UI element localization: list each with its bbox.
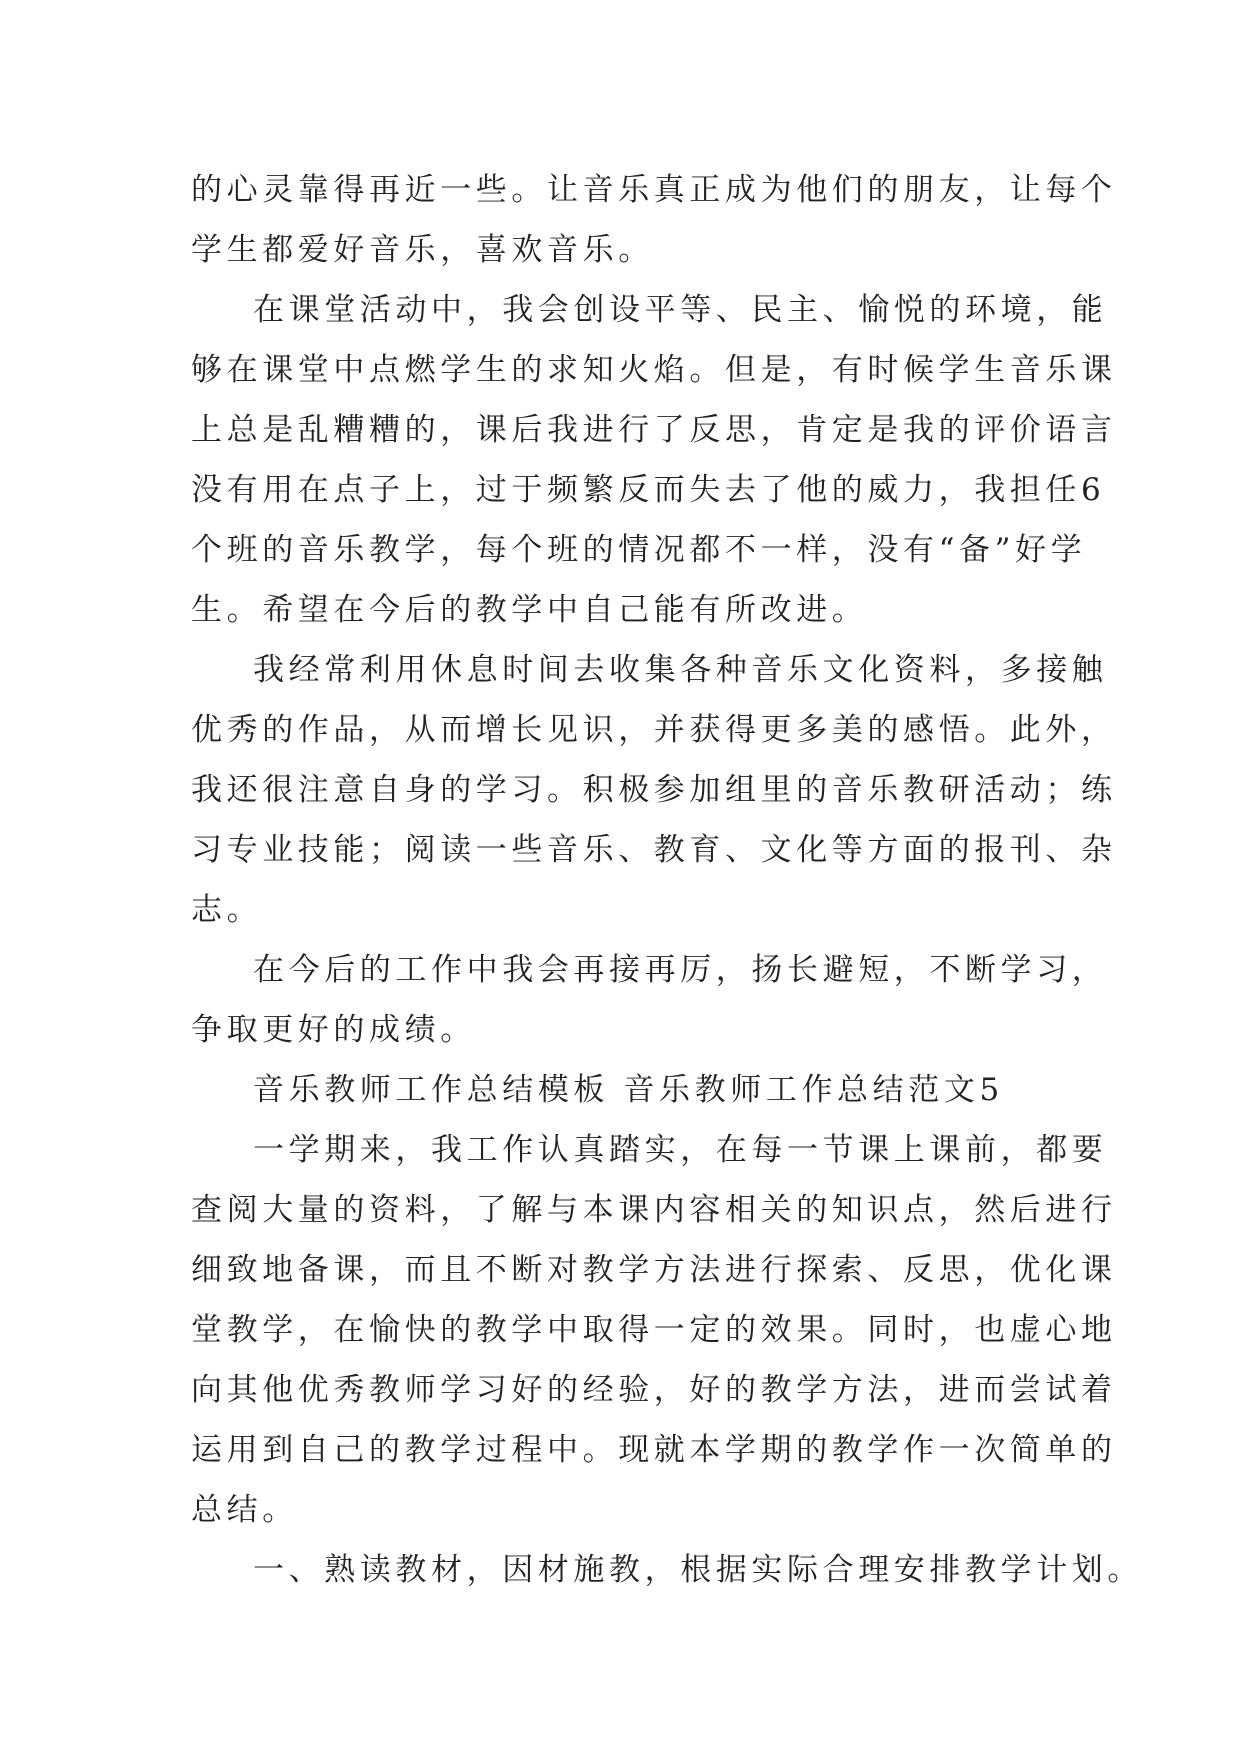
text-line: 我还很注意自身的学习。积极参加组里的音乐教研活动；练 — [191, 772, 1117, 808]
text-line: 生。希望在今后的教学中自己能有所改进。 — [191, 592, 868, 628]
text-line: 运用到自己的教学过程中。现就本学期的教学作一次简单的 — [191, 1432, 1117, 1468]
paragraph-start-line: 在今后的工作中我会再接再厉，扬长避短，不断学习， — [253, 952, 1108, 988]
paragraph-start-line: 我经常利用休息时间去收集各种音乐文化资料，多接触 — [253, 652, 1108, 688]
text-line: 够在课堂中点燃学生的求知火焰。但是，有时候学生音乐课 — [191, 352, 1117, 388]
text-line: 学生都爱好音乐，喜欢音乐。 — [191, 232, 654, 268]
text-line: 志。 — [191, 892, 263, 928]
paragraph-start-line: 一学期来，我工作认真踏实，在每一节课上课前，都要 — [253, 1132, 1108, 1168]
text-line: 查阅大量的资料，了解与本课内容相关的知识点，然后进行 — [191, 1192, 1117, 1228]
text-line: 的心灵靠得再近一些。让音乐真正成为他们的朋友，让每个 — [191, 172, 1117, 208]
text-line: 堂教学，在愉快的教学中取得一定的效果。同时，也虚心地 — [191, 1312, 1117, 1348]
text-line: 优秀的作品，从而增长见识，并获得更多美的感悟。此外， — [191, 712, 1117, 748]
text-line: 细致地备课，而且不断对教学方法进行探索、反思，优化课 — [191, 1252, 1117, 1288]
paragraph-start-line: 一、熟读教材，因材施教，根据实际合理安排教学计划。 — [253, 1552, 1143, 1588]
document-body — [191, 160, 1143, 1600]
text-line: 个班的音乐教学，每个班的情况都不一样，没有“备”好学 — [191, 532, 1087, 568]
text-line: 争取更好的成绩。 — [191, 1012, 476, 1048]
text-line: 向其他优秀教师学习好的经验，好的教学方法，进而尝试着 — [191, 1372, 1117, 1408]
text-line: 上总是乱糟糟的，课后我进行了反思，肯定是我的评价语言 — [191, 412, 1117, 448]
text-line: 没有用在点子上，过于频繁反而失去了他的威力，我担任6 — [191, 472, 1106, 508]
section-heading: 音乐教师工作总结模板 音乐教师工作总结范文5 — [253, 1072, 1004, 1108]
text-line: 习专业技能；阅读一些音乐、教育、文化等方面的报刊、杂 — [191, 832, 1117, 868]
paragraph-start-line: 在课堂活动中，我会创设平等、民主、愉悦的环境，能 — [253, 292, 1108, 328]
text-line: 总结。 — [191, 1492, 298, 1528]
